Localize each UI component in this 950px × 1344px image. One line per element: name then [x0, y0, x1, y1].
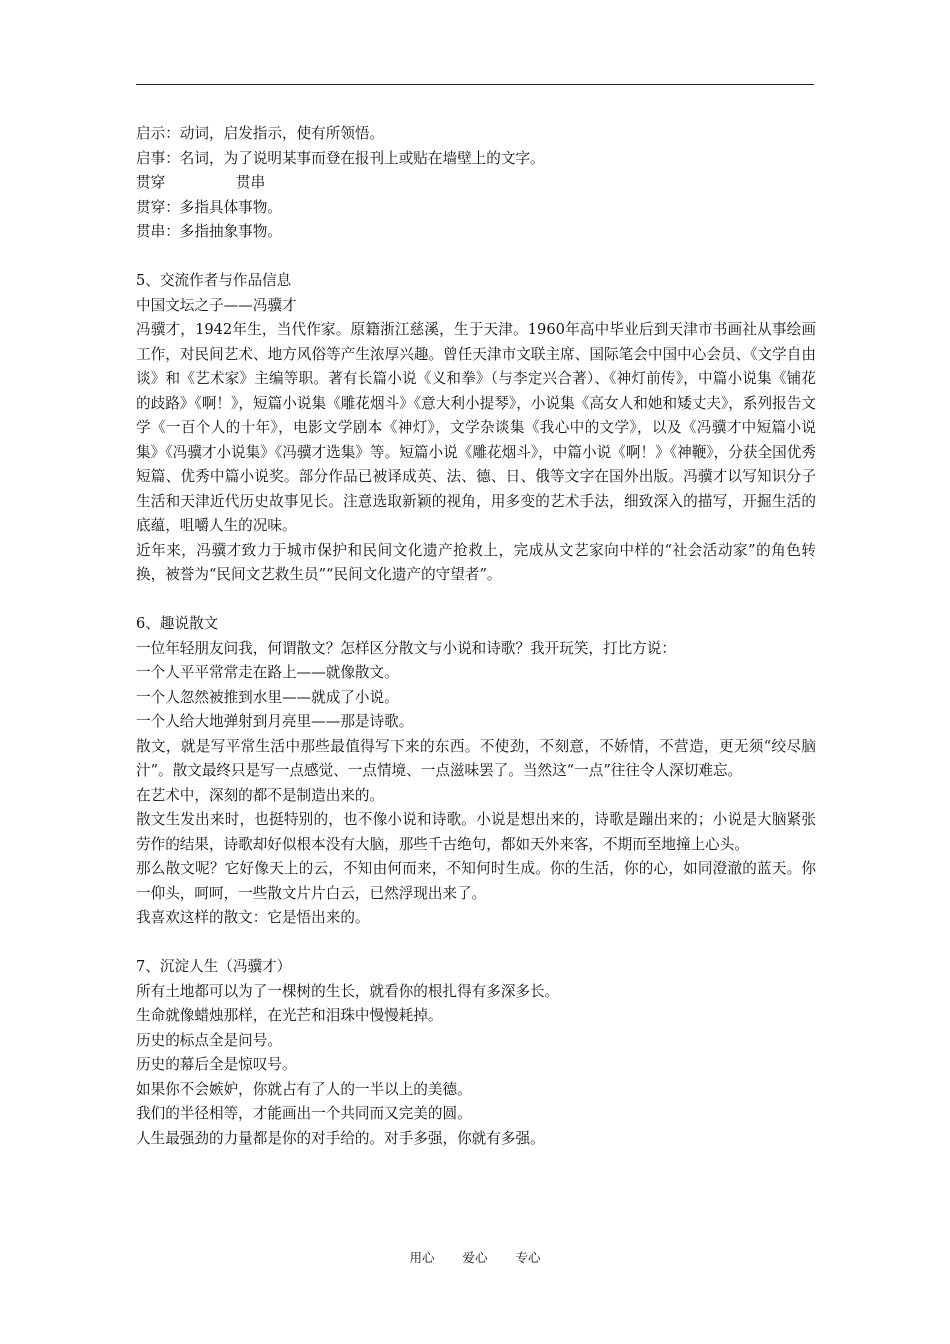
vocab-line: 启事：名词，为了说明某事而登在报刊上或贴在墙壁上的文字。	[136, 149, 545, 167]
section-subtitle: 中国文坛之子——冯骥才	[136, 296, 297, 314]
vocab-line: 贯穿：多指具体事物。	[136, 198, 282, 216]
essay-paragraph: 散文，就是写平常生活中那些最值得写下来的东西。不使劲，不刻意，不娇情，不营造，更无须“绞尽脑汁”。散文最终只是写一点感觉、一点情境、一点滋味罢了。当然这“一点”往往令人深切难忘。	[136, 737, 816, 779]
word-pair-right: 贯串	[236, 174, 266, 191]
quote-line: 如果你不会嫉妒，你就占有了人的一半以上的美德。	[136, 1080, 472, 1098]
text-line: 一位年轻朋友问我，何谓散文？怎样区分散文与小说和诗歌？我开玩笑，打比方说：	[136, 639, 676, 657]
text-line: 我喜欢这样的散文：它是悟出来的。	[136, 909, 370, 926]
word-pair-left: 贯穿	[136, 174, 166, 191]
essay-paragraph: 散文生发出来时，也挺特别的，也不像小说和诗歌。小说是想出来的，诗歌是蹦出来的；小说是大脑紧张劳作的结果，诗歌却好似根本没有大脑，那些千古绝句，都如天外来客，不期而至地撞上心头。	[136, 811, 816, 853]
section-heading: 7、沉淀人生（冯骥才）	[136, 958, 292, 975]
page-footer	[0, 1248, 950, 1266]
blank-line	[136, 245, 816, 270]
section-heading: 6、趣说散文	[136, 615, 219, 632]
author-bio-paragraph: 冯骥才，1942年生，当代作家。原籍浙江慈溪，生于天津。1960年高中毕业后到天津市书画社从事绘画工作，对民间艺术、地方风俗等产生浓厚兴趣。曾任天津市文联主席、国际笔会中国中心会员、《文学自由谈》和《艺术家》主编等职。著有长篇小说《义和拳》（与李定兴合著）、《神灯前传》，中篇小说集《铺花的歧路》《啊！》，短篇小说集《雕花烟斗》《意大利小提琴》，小说集《高女人和她和矮丈夫》，系列报告文学《一百个人的十年》，电影文学剧本《神灯》，文学杂谈集《我心中的文学》，以及《冯骥才中短篇小说集》《冯骥才小说集》《冯骥才选集》等。短篇小说《雕花烟斗》，中篇小说《啊！》《神鞭》，分获全国优秀短篇、优秀中篇小说奖。部分作品已被译成英、法、德、日、俄等文字在国外出版。冯骥才以写知识分子生活和天津近代历史故事见长。注意选取新颖的视角，用多变的艺术手法，细致深入的描写，开掘生活的底蕴，咀嚼人生的况味。	[136, 321, 816, 534]
footer-word: 用心	[409, 1250, 435, 1265]
text-line: 一个人给大地弹射到月亮里——那是诗歌。	[136, 713, 414, 730]
quote-line: 生命就像蜡烛那样，在光芒和泪珠中慢慢耗掉。	[136, 1007, 443, 1024]
quote-line: 历史的标点全是问号。	[136, 1031, 282, 1049]
text-line: 在艺术中，深刻的都不是制造出来的。	[136, 786, 385, 804]
author-recent-paragraph: 近年来，冯骥才致力于城市保护和民间文化遗产抢救上，完成从文艺家向中样的“社会活动家”的角色转换，被誉为“民间文艺救生员”“民间文化遗产的守望者”。	[136, 541, 816, 583]
text-line: 一个人平平常常走在路上——就像散文。	[136, 664, 399, 681]
quote-line: 我们的半径相等，才能画出一个共同而又完美的圆。	[136, 1105, 472, 1122]
vocab-line: 启示：动词，启发指示，使有所领悟。	[136, 125, 385, 142]
footer-word: 专心	[515, 1250, 541, 1265]
footer-word: 爱心	[462, 1250, 488, 1265]
quote-line: 历史的幕后全是惊叹号。	[136, 1056, 297, 1073]
blank-line	[136, 588, 816, 613]
text-line: 一个人忽然被推到水里——就成了小说。	[136, 688, 399, 706]
document-body	[136, 122, 816, 1151]
blank-line	[136, 931, 816, 956]
section-heading: 5、交流作者与作品信息	[136, 272, 292, 289]
header-rule	[136, 84, 814, 85]
quote-line: 所有土地都可以为了一棵树的生长，就看你的根扎得有多深多长。	[136, 982, 560, 1000]
essay-paragraph: 那么散文呢？它好像天上的云，不知由何而来，不知何时生成。你的生活，你的心，如同澄澈的蓝天。你一仰头，呵呵，一些散文片片白云，已然浮现出来了。	[136, 860, 816, 902]
quote-line: 人生最强劲的力量都是你的对手给的。对手多强，你就有多强。	[136, 1129, 545, 1147]
word-pair	[136, 171, 816, 196]
vocab-line: 贯串：多指抽象事物。	[136, 223, 282, 240]
